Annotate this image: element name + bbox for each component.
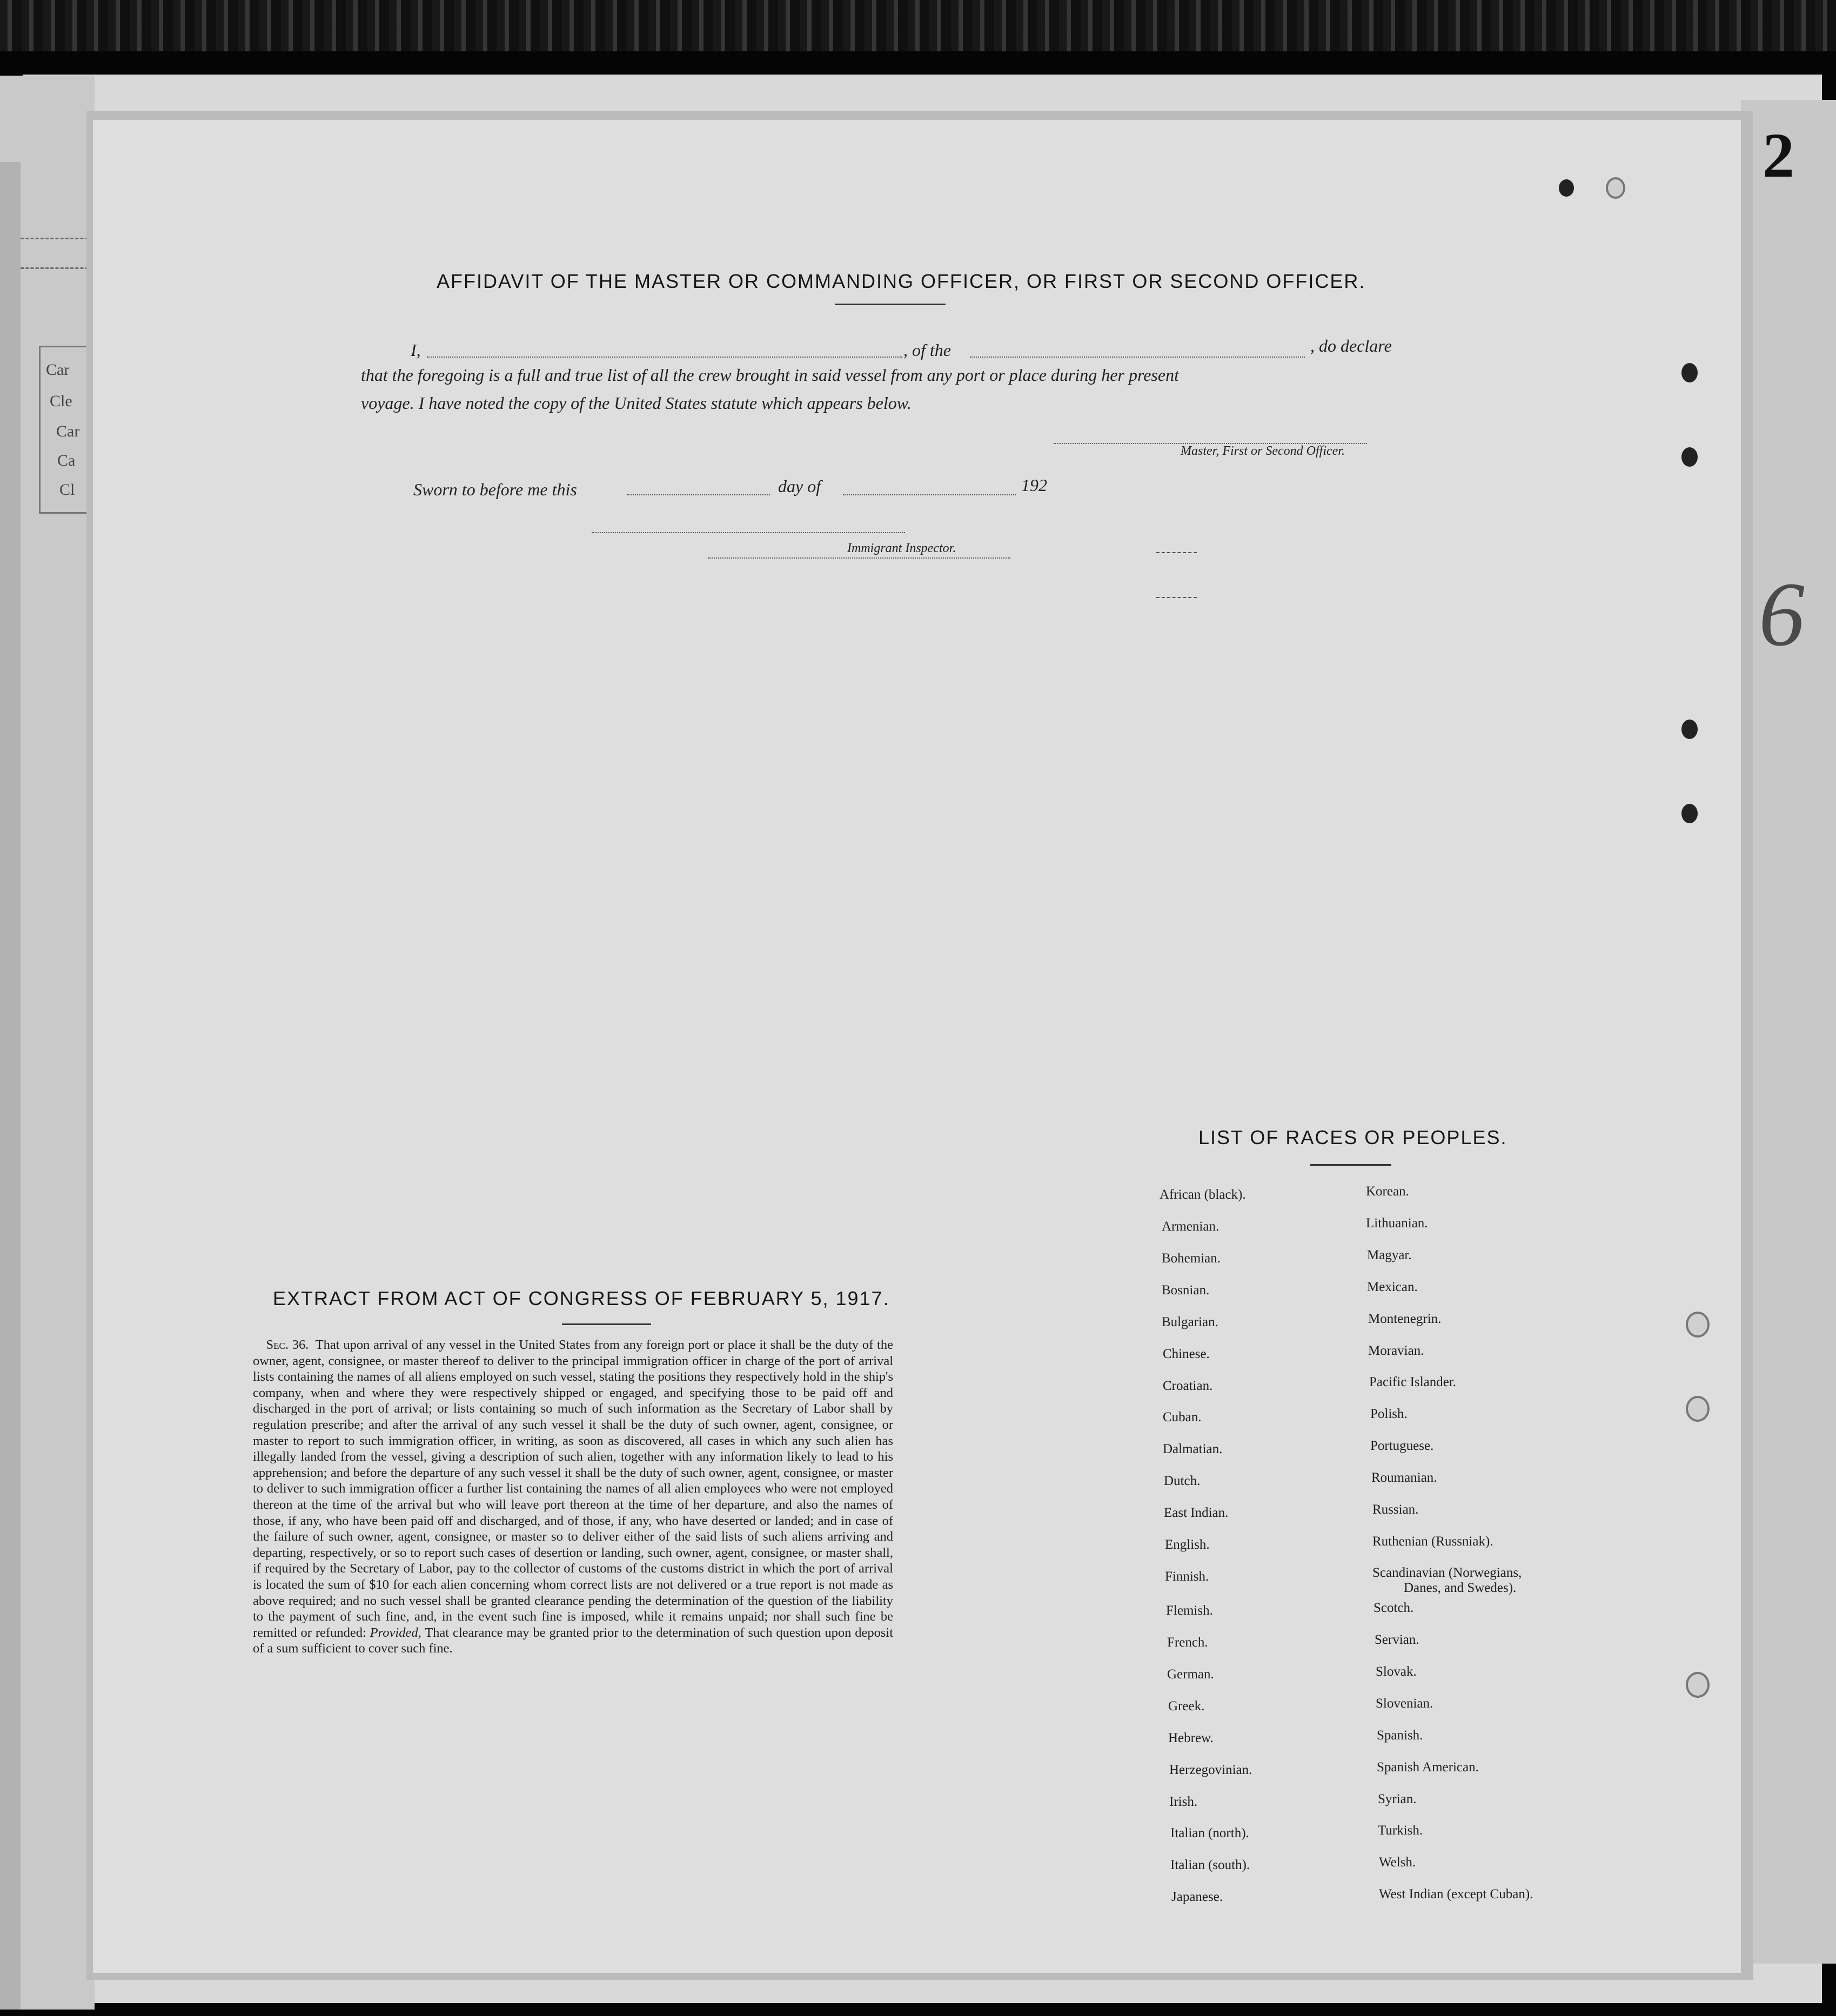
punch-hole-icon xyxy=(1606,177,1625,199)
race-left: Herzegovinian. xyxy=(1169,1763,1252,1777)
underlying-stub-text: Ca xyxy=(57,452,76,469)
declaration-do-declare: , do declare xyxy=(1310,336,1392,355)
race-left: Bulgarian. xyxy=(1162,1315,1218,1329)
punch-hole-icon xyxy=(1681,363,1698,382)
race-right: West Indian (except Cuban). xyxy=(1379,1887,1533,1901)
race-right: Servian. xyxy=(1375,1632,1419,1647)
race-right: Roumanian. xyxy=(1371,1470,1437,1485)
name-blank-line xyxy=(427,357,902,358)
race-right: Scotch. xyxy=(1373,1601,1414,1615)
underlying-right-page xyxy=(1741,100,1836,1964)
race-right: Lithuanian. xyxy=(1366,1216,1428,1231)
race-left: Irish. xyxy=(1169,1795,1198,1809)
underlying-left-margin xyxy=(0,162,21,2010)
affidavit-title: AFFIDAVIT OF THE MASTER OR COMMANDING OFFICER, OR FIRST OR SECOND OFFICER. xyxy=(437,270,1366,292)
title-underline xyxy=(562,1323,651,1325)
race-right: Slovak. xyxy=(1376,1664,1417,1679)
race-left: Italian (north). xyxy=(1170,1826,1249,1840)
race-left: Italian (south). xyxy=(1170,1858,1250,1872)
race-left: Hebrew. xyxy=(1168,1731,1214,1745)
vessel-blank-line xyxy=(970,357,1305,358)
race-right: Syrian. xyxy=(1378,1792,1417,1806)
race-left: Flemish. xyxy=(1166,1603,1213,1618)
race-left: Armenian. xyxy=(1162,1219,1219,1234)
section-label: Sec. 36. xyxy=(266,1338,309,1352)
punch-hole-icon xyxy=(1681,804,1698,823)
races-title: LIST OF RACES OR PEOPLES. xyxy=(1198,1126,1507,1148)
race-right: Slovenian. xyxy=(1376,1696,1433,1711)
stray-mark xyxy=(1156,597,1197,598)
stray-mark xyxy=(1156,552,1197,553)
race-right: Welsh. xyxy=(1379,1855,1416,1870)
underlying-dashed-line xyxy=(21,267,93,269)
extract-text-part1: That upon arrival of any vessel in the United States from any foreign port or place it shall be the duty of the owner, agent, consignee, or master thereof to deliver to the principal immigration officer in charge of the port of arrival lists containing the names of all aliens employed on such vessel, stating the positions they respectively hold in the ship's company, when and where they were respectively shipped or engaged, and specifying those to be paid off and discharged in the port of arrival; or lists containing so much of such information as the Secretary of Labor shall by regulation prescribe; and after the arrival of any such vessel it shall be the duty of such owner, agent, consignee, or master to report to such immigration officer, in writing, as soon as discovered, all cases in which any such alien has illegally landed from the vessel, giving a description of such alien, together with any information likely to lead to his apprehension; and before the departure of any such vessel it shall be the duty of such owner, agent, consignee, or master to deliver to such immigration officer a further list containing the names of all alien employees who were not employed thereon at the time of the arrival but who will leave port thereon at the time of her departure, and also the names of those, if any, who have been paid off and discharged, and of those, if any, who have deserted or landed; and in case of the failure of such owner, agent, consignee, or master so to deliver either of the said lists of such aliens arriving and departing, respectively, or so to report such cases of desertion or landing, such owner, agent, consignee, or master shall, if required by the Secretary of Labor, pay to the collector of customs of the customs district in which the port of arrival is located the sum of $10 for each alien concerning whom correct lists are not delivered or a true report is not made as above required; and no such vessel shall be granted clearance pending the determination of the question of the liability to the payment of such fine, and, in the event such fine is imposed, while it remains unpaid; nor shall such fine be remitted or refunded: xyxy=(253,1338,893,1640)
race-right: Turkish. xyxy=(1378,1823,1423,1838)
master-caption: Master, First or Second Officer. xyxy=(1181,444,1345,458)
race-right: Portuguese. xyxy=(1370,1439,1434,1453)
torn-top-edge xyxy=(0,0,1836,51)
inspector-blank-line xyxy=(708,557,1010,559)
race-left: Japanese. xyxy=(1171,1890,1223,1904)
declaration-i: I, xyxy=(411,340,421,360)
declaration-of-the: , of the xyxy=(903,340,951,360)
punch-hole-icon xyxy=(1686,1396,1710,1422)
month-blank-line xyxy=(843,494,1016,495)
declaration-line-3: voyage. I have noted the copy of the United States statute which appears below. xyxy=(361,393,912,413)
day-blank-line xyxy=(627,494,770,495)
race-left: Bohemian. xyxy=(1162,1251,1221,1266)
extract-body xyxy=(253,1337,893,1657)
race-right: Montenegrin. xyxy=(1368,1312,1442,1326)
extract-title: EXTRACT FROM ACT OF CONGRESS OF FEBRUARY 5, 1917. xyxy=(273,1287,890,1309)
race-left: East Indian. xyxy=(1164,1506,1229,1520)
race-right: Korean. xyxy=(1366,1184,1409,1199)
document-page xyxy=(93,120,1741,1973)
race-left: African (black). xyxy=(1160,1187,1246,1202)
race-right: Ruthenian (Russniak). xyxy=(1372,1534,1493,1549)
sworn-day-of: day of xyxy=(778,476,821,496)
inspector-signature-line xyxy=(592,532,905,533)
race-right: Russian. xyxy=(1372,1502,1419,1517)
punch-hole-icon xyxy=(1686,1672,1710,1698)
race-right: Spanish. xyxy=(1377,1728,1423,1743)
race-right: Mexican. xyxy=(1367,1280,1418,1294)
underlying-stub-text: Cle xyxy=(50,392,72,410)
provided-word: Provided, xyxy=(370,1625,421,1640)
race-right: Spanish American. xyxy=(1377,1760,1479,1775)
underlying-stub-text: Car xyxy=(56,422,80,440)
sworn-year: 192 xyxy=(1021,475,1047,495)
race-right: Pacific Islander. xyxy=(1369,1375,1457,1389)
race-right: Scandinavian (Norwegians, xyxy=(1372,1565,1522,1580)
handwritten-mark: 6 xyxy=(1759,563,1805,665)
title-underline xyxy=(835,304,946,305)
race-left: Bosnian. xyxy=(1162,1283,1210,1298)
sworn-prefix: Sworn to before me this xyxy=(413,480,577,499)
race-left: Croatian. xyxy=(1163,1379,1213,1393)
inspector-caption: Immigrant Inspector. xyxy=(847,541,956,555)
punch-hole-icon xyxy=(1686,1312,1710,1338)
race-left: Chinese. xyxy=(1163,1347,1210,1361)
title-underline xyxy=(1310,1164,1391,1166)
race-right: Magyar. xyxy=(1367,1248,1412,1262)
declaration-line-2: that the foregoing is a full and true list of all the crew brought in said vessel from any port or place during her present xyxy=(361,365,1179,385)
punch-hole-icon xyxy=(1681,447,1698,467)
punch-hole-icon xyxy=(1681,720,1698,739)
race-left: Finnish. xyxy=(1165,1569,1209,1584)
corner-page-number: 2 xyxy=(1763,120,1794,191)
race-left: Dalmatian. xyxy=(1163,1442,1223,1456)
underlying-dashed-line xyxy=(21,238,93,239)
punch-hole-icon xyxy=(1559,179,1574,197)
race-left: Dutch. xyxy=(1164,1474,1201,1488)
race-right: Danes, and Swedes). xyxy=(1404,1581,1517,1595)
race-right: Moravian. xyxy=(1368,1343,1424,1358)
race-left: German. xyxy=(1167,1667,1214,1682)
race-left: Greek. xyxy=(1168,1699,1205,1713)
race-left: Cuban. xyxy=(1163,1410,1202,1424)
race-right: Polish. xyxy=(1370,1407,1408,1421)
underlying-stub-text: Car xyxy=(46,361,70,379)
underlying-stub-text: Cl xyxy=(59,481,75,499)
race-left: English. xyxy=(1165,1537,1210,1552)
race-left: French. xyxy=(1167,1635,1208,1650)
extract-text-part2: That clearance may be granted prior to the determination of such question upon deposit of a sum sufficient to cover such fine. xyxy=(253,1625,894,1656)
